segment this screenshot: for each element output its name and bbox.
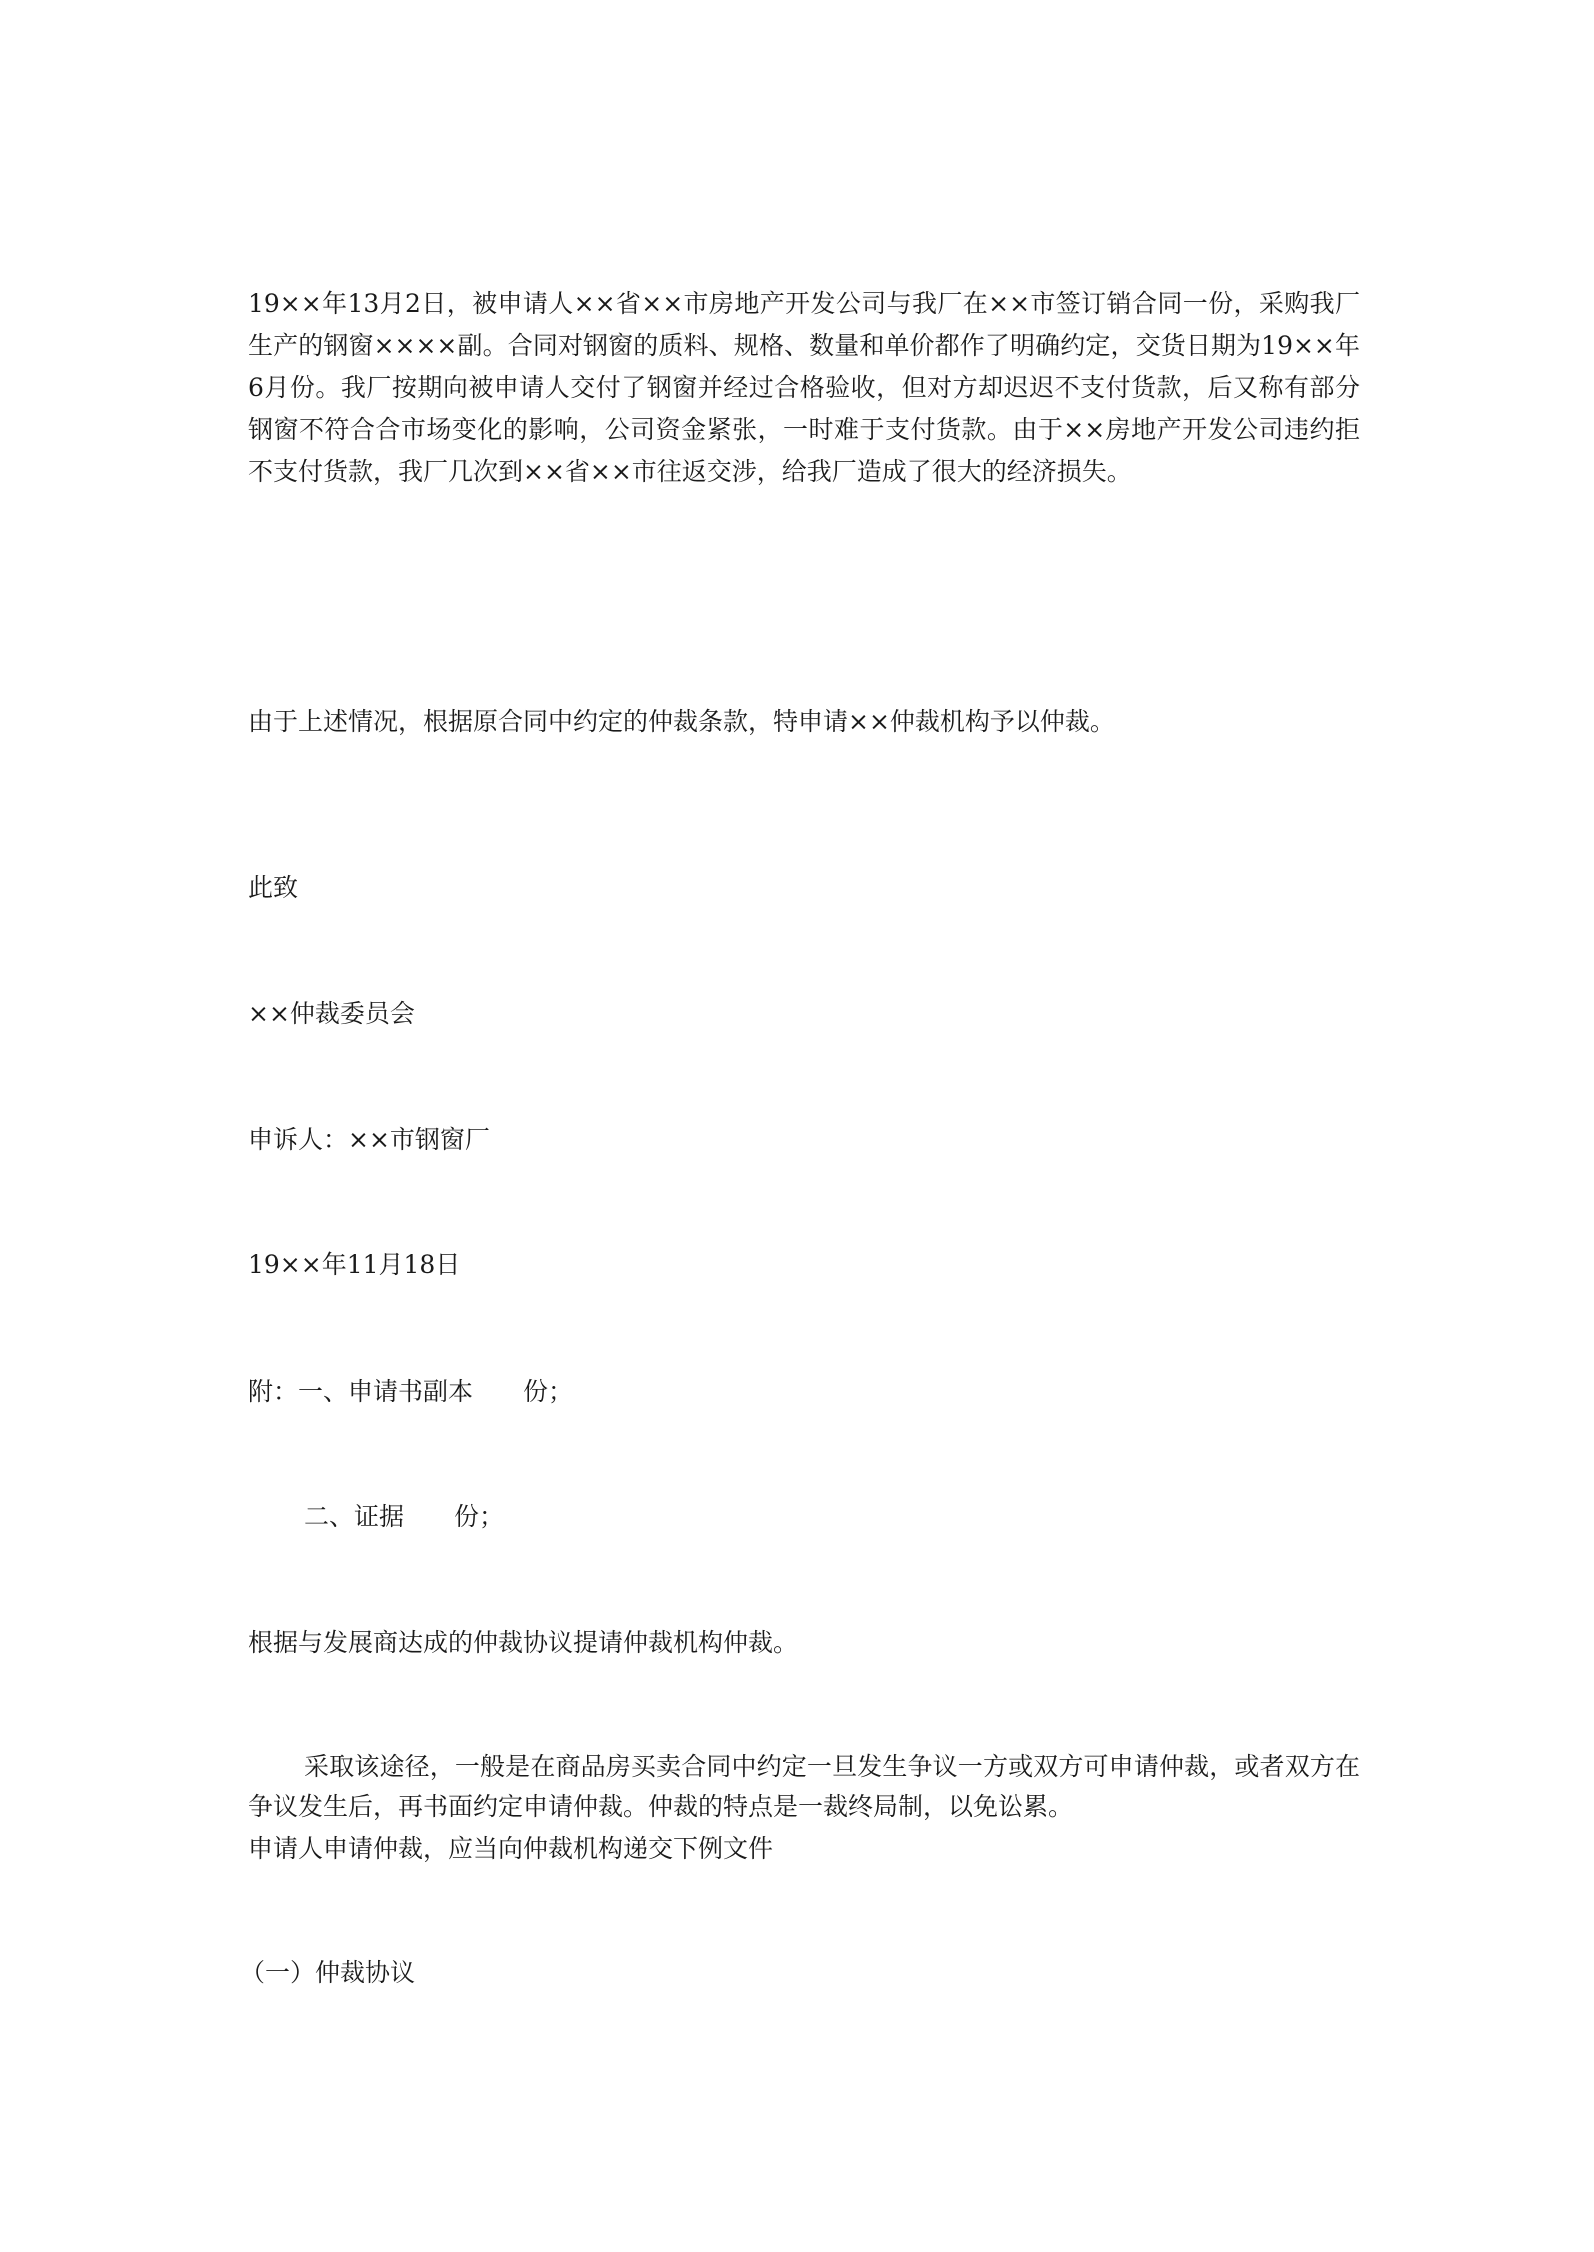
request-paragraph: 由于上述情况，根据原合同中约定的仲裁条款，特申请××仲裁机构予以仲裁。 bbox=[248, 707, 1115, 736]
date: 19××年11月18日 bbox=[248, 1250, 461, 1279]
attachment-2: 二、证据 份； bbox=[304, 1502, 505, 1531]
salutation: 此致 bbox=[248, 873, 299, 902]
attachment-1: 附：一、申请书副本 份； bbox=[248, 1377, 574, 1406]
item-arbitration-agreement: （一）仲裁协议 bbox=[240, 1958, 416, 1987]
applicant: 申诉人：××市钢窗厂 bbox=[248, 1125, 490, 1154]
facts-paragraph: 19××年13月2日，被申请人××省××市房地产开发公司与我厂在××市签订销合同一份，采购我厂生产的钢窗××××副。合同对钢窗的质料、规格、数量和单价都作了明确约定，交货日期为19××年6月份。我厂按期向被申请人交付了钢窗并经过合格验收，但对方却迟迟不支付货款，后又称有部分钢窗不符合合市场变化的影响，公司资金紧张，一时难于支付货款。由于××房地产开发公司违约拒不支付货款，我厂几次到××省××市往返交涉，给我厂造成了很大的经济损失。 bbox=[248, 289, 1360, 486]
basis-paragraph: 根据与发展商达成的仲裁协议提请仲裁机构仲裁。 bbox=[248, 1628, 799, 1657]
method-paragraph: 采取该途径，一般是在商品房买卖合同中约定一旦发生争议一方或双方可申请仲裁，或者双方在争议发生后，再书面约定申请仲裁。仲裁的特点是一裁终局制，以免讼累。 bbox=[248, 1752, 1360, 1821]
recipient: ××仲裁委员会 bbox=[248, 999, 415, 1028]
files-paragraph: 申请人申请仲裁，应当向仲裁机构递交下例文件 bbox=[248, 1834, 774, 1863]
